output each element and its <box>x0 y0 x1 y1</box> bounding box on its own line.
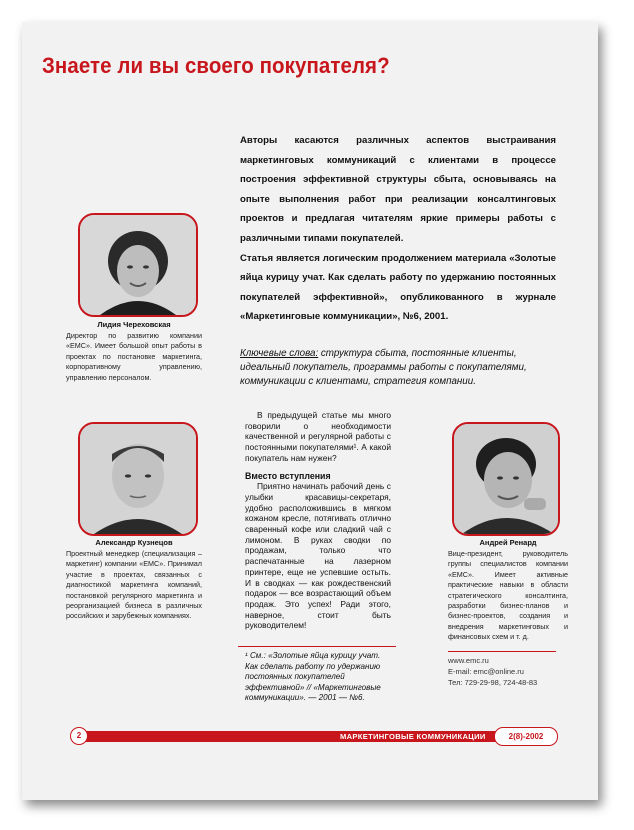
keywords <box>240 347 556 389</box>
author-bio-1: Директор по развитию компании «ЕМС». Имеет большой опыт работы в проектах по постановке маркетинга, корпоративному управлению, управлению персоналом. <box>66 331 202 382</box>
body-intro: В предыдущей статье мы много говорили о необходимости качественной и регулярной работы с постоянными покупателями¹. А какой покупатель нам нужен? <box>245 410 391 463</box>
footnote: ¹ См.: «Золотые яйца курицу учат. Как сделать работу по удержанию постоянных покупателей эффективной» // «Маркетинговые коммуникации». — 2001 — №6. <box>245 651 381 703</box>
contact-email: E-mail: emc@online.ru <box>448 666 524 676</box>
page-number: 2 <box>70 727 88 745</box>
author-photo-kuznetsov <box>78 422 198 536</box>
body-paragraph: Приятно начинать рабочий день с улыбки красавицы-секретаря, удобно расположившись в мягком кожаном кресле, потягивать отлично сваренный кофе или сладкий чай с лимоном. В руках сводки по продажам, только что распечатанные на лазерном принтере, еще не успевшие остыть. И в сводках — как рождественский подарок — все возрастающий объем продаж. Это успех! Ради этого, наверное, стоит быть руководителем! <box>245 481 391 631</box>
article-lead <box>240 131 556 327</box>
contacts <box>448 656 568 688</box>
lead-paragraph-2: Статья является логическим продолжением материала «Золотые яйца курицу учат. Как сделать работу по удержанию постоянных покупателей эффективной», опубликованного в журнале «Маркетинговые коммуникации», №6, 2001. <box>240 252 556 323</box>
author-name-3: Андрей Ренард <box>479 538 537 547</box>
contact-phone: Тел: 729-29-98, 724-48-83 <box>448 677 538 687</box>
keywords-label: Ключевые слова: <box>240 348 319 359</box>
lead-paragraph-1: Авторы касаются различных аспектов выстраивания маркетинговых коммуникаций с клиентами в процессе построения эффективной структуры сбыта, основываясь на опыте выполнения работ при реализации консалтинговых проектов и предлагая читателям яркие примеры работы с различными типами покупателей. <box>240 135 556 244</box>
author-photo-renard <box>452 422 560 536</box>
author-photo-cherekhovskaya <box>78 213 198 317</box>
author-name-2: Александр Кузнецов <box>95 538 173 547</box>
keywords-text: структура сбыта, постоянные клиенты, идеальный покупатель, программы работы с покупателями, коммуникации с клиентами, стратегия компании. <box>240 348 527 387</box>
article-title: Знаете ли вы своего покупателя? <box>42 53 390 78</box>
contact-website: www.emc.ru <box>448 656 489 665</box>
journal-name: МАРКЕТИНГОВЫЕ КОММУНИКАЦИИ <box>340 732 486 741</box>
footnote-divider <box>238 646 396 647</box>
contacts-divider <box>448 651 556 652</box>
section-heading: Вместо вступления <box>245 470 331 481</box>
issue-badge: 2(8)-2002 <box>494 727 558 746</box>
author-bio-2: Проектный менеджер (специализация – маркетинг) компании «ЕМС». Принимал участие в проектах, связанных с диагностикой маркетинга компаний, постановкой регулярного маркетинга и реорганизацией бизнеса в различных российских и зарубежных компаниях. <box>66 549 202 621</box>
article-body <box>245 410 391 631</box>
author-bio-3: Вице-президент, руководитель группы специалистов компании «ЕМС». Имеет активные практические навыки в области стратегического консалтинга, разработки бизнес-планов и бизнес-проектов, создания и внедрения маркетинговых и финансовых схем и т. д. <box>448 549 568 642</box>
author-name-1: Лидия Череховская <box>97 320 171 329</box>
